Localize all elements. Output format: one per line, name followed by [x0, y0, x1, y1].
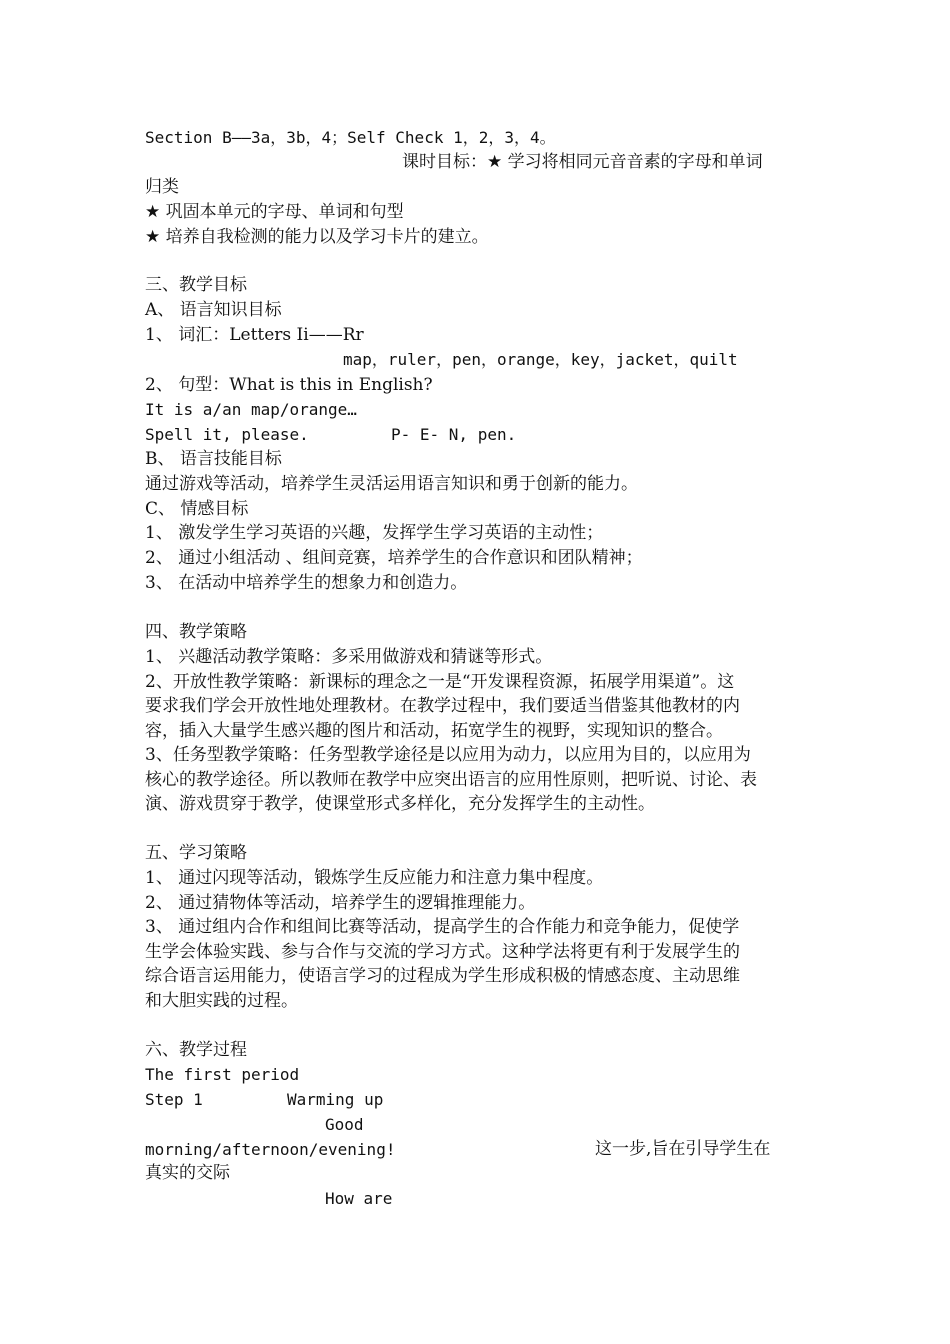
step-note: 这一步,旨在引导学生在 — [595, 1139, 771, 1159]
section-line: Section B——3a，3b，4；Self Check 1，2，3，4。 — [145, 128, 556, 147]
list-item: 2、 通过小组活动 、组间竞赛，培养学生的合作意识和团队精神； — [145, 548, 643, 568]
pattern-example: Spell it, please. — [145, 425, 309, 444]
pattern-line: 2、 句型：What is this in English? — [145, 375, 433, 395]
greeting-line: morning/afternoon/evening! — [145, 1140, 396, 1159]
list-item: 1、 通过闪现等活动，锻炼学生反应能力和注意力集中程度。 — [145, 868, 604, 888]
pattern-example: P- E- N, pen. — [391, 425, 517, 444]
list-item: 1、 激发学生学习英语的兴趣，发挥学生学习英语的主动性； — [145, 523, 604, 543]
paragraph-line: 演、游戏贯穿于教学，使课堂形式多样化，充分发挥学生的主动性。 — [145, 794, 655, 814]
list-item: 3、 在活动中培养学生的想象力和创造力。 — [145, 573, 468, 593]
greeting-question: How are — [325, 1189, 393, 1208]
star-icon: ★ — [487, 152, 503, 172]
paragraph-line: 生学会体验实践、参与合作与交流的学习方式。这种学法将更有利于发展学生的 — [145, 942, 740, 962]
paragraph-line: 3、 通过组内合作和组间比赛等活动，提高学生的合作能力和竞争能力，促使学 — [145, 917, 740, 937]
list-item: 1、 兴趣活动教学策略：多采用做游戏和猜谜等形式。 — [145, 647, 553, 667]
objective-item: ★ 培养自我检测的能力以及学习卡片的建立。 — [145, 227, 489, 247]
section-heading: 三、教学目标 — [145, 275, 247, 295]
list-item: 2、 通过猜物体等活动，培养学生的逻辑推理能力。 — [145, 893, 536, 913]
vocab-words: map，ruler，pen，orange，key，jacket，quilt — [343, 350, 738, 369]
greeting-word: Good — [325, 1115, 364, 1134]
subheading: B、 语言技能目标 — [145, 449, 282, 469]
paragraph-line: 和大胆实践的过程。 — [145, 991, 298, 1011]
objective-line — [402, 150, 763, 174]
step-title: Warming up — [287, 1090, 384, 1109]
section-heading: 四、教学策略 — [145, 622, 247, 642]
paragraph-line: 3、任务型教学策略：任务型教学途径是以应用为动力，以应用为目的，以应用为 — [145, 745, 751, 765]
step-note-continuation: 真实的交际 — [145, 1163, 230, 1183]
section-heading: 六、教学过程 — [145, 1040, 247, 1060]
objective-continuation: 归类 — [145, 177, 179, 197]
star-icon: ★ — [145, 202, 161, 222]
objective-label: 课时目标： — [402, 152, 487, 172]
period-title: The first period — [145, 1065, 300, 1084]
paragraph-line: 2、开放性教学策略：新课标的理念之一是“开发课程资源，拓展学用渠道”。这 — [145, 672, 735, 692]
objective-first: 学习将相同元音音素的字母和单词 — [507, 152, 763, 172]
paragraph-line: 要求我们学会开放性地处理教材。在教学过程中，我们要适当借鉴其他教材的内 — [145, 696, 740, 716]
subheading: A、 语言知识目标 — [145, 300, 282, 320]
section-heading: 五、学习策略 — [145, 843, 247, 863]
subheading: C、 情感目标 — [145, 499, 249, 519]
pattern-example: It is a/an map/orange… — [145, 400, 357, 419]
star-icon: ★ — [145, 227, 161, 247]
paragraph-line: 综合语言运用能力，使语言学习的过程成为学生形成积极的情感态度、主动思维 — [145, 966, 740, 986]
paragraph-line: 通过游戏等活动，培养学生灵活运用语言知识和勇于创新的能力。 — [145, 474, 638, 494]
objective-item: ★ 巩固本单元的字母、单词和句型 — [145, 202, 404, 222]
step-label: Step 1 — [145, 1090, 203, 1109]
paragraph-line: 容，插入大量学生感兴趣的图片和活动，拓宽学生的视野，实现知识的整合。 — [145, 721, 723, 741]
paragraph-line: 核心的教学途径。所以教师在教学中应突出语言的应用性原则，把听说、讨论、表 — [145, 770, 757, 790]
vocab-line: 1、 词汇：Letters Ii——Rr — [145, 325, 364, 345]
